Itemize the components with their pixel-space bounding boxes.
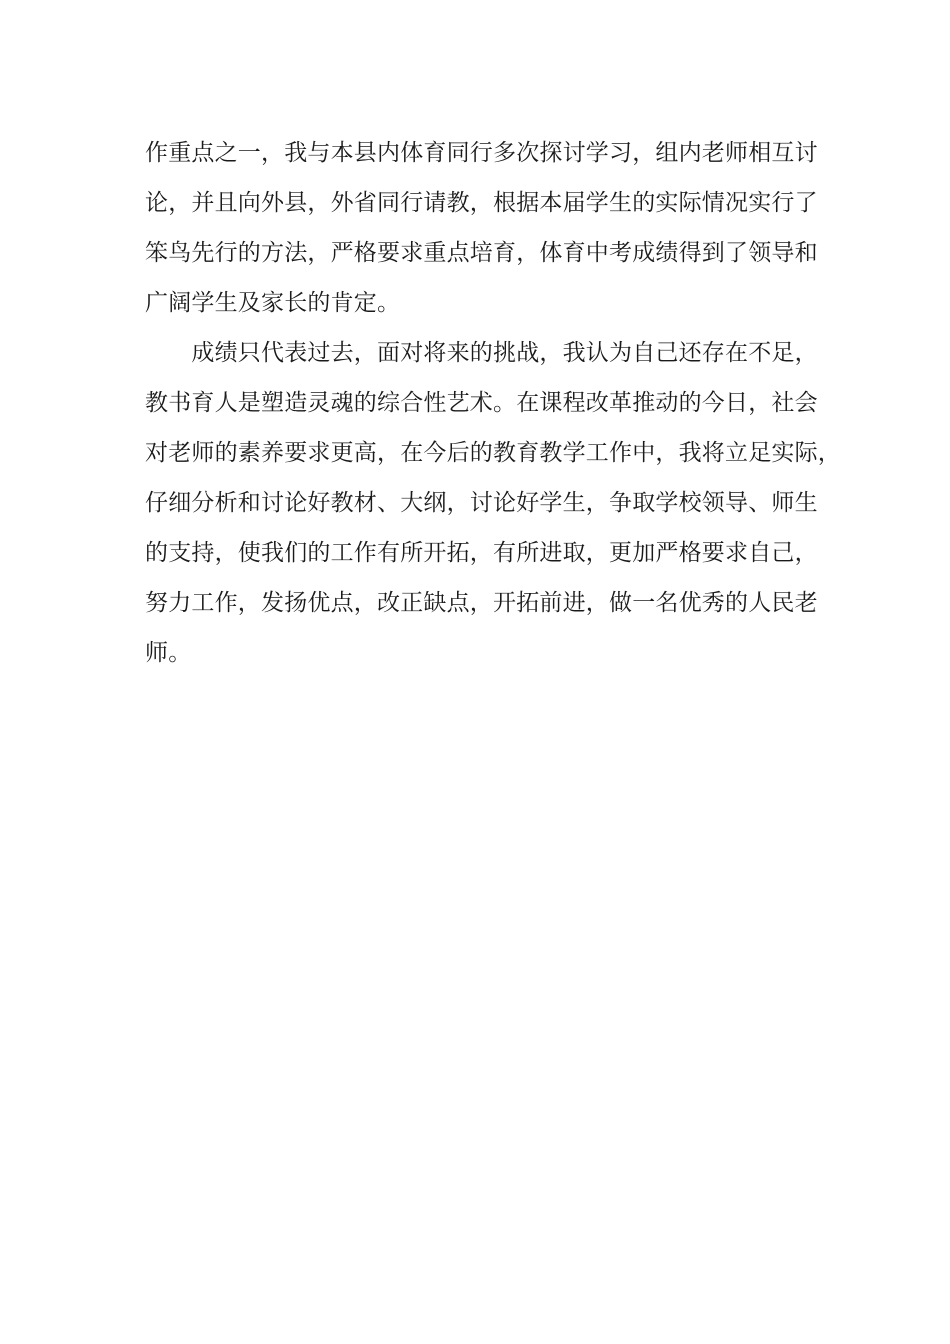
- document-body: [145, 128, 841, 678]
- text-line: 仔细分析和讨论好教材、大纲，讨论好学生，争取学校领导、师生: [145, 490, 818, 516]
- text-line: 努力工作，发扬优点，改正缺点，开拓前进，做一名优秀的人民老: [145, 590, 818, 616]
- text-line: 论，并且向外县，外省同行请教，根据本届学生的实际情况实行了: [145, 190, 818, 216]
- text-line: 师。: [145, 640, 192, 666]
- text-line: 对老师的素养要求更高，在今后的教育教学工作中，我将立足实际，: [145, 440, 841, 466]
- text-line: 作重点之一，我与本县内体育同行多次探讨学习，组内老师相互讨: [145, 140, 818, 166]
- paragraph-2: [145, 328, 841, 678]
- text-line: 的支持，使我们的工作有所开拓，有所进取，更加严格要求自己，: [145, 540, 818, 566]
- paragraph-1: [145, 128, 825, 328]
- text-line: 成绩只代表过去，面对将来的挑战，我认为自己还存在不足，: [145, 340, 818, 366]
- text-line: 广阔学生及家长的肯定。: [145, 290, 401, 316]
- text-line: 笨鸟先行的方法，严格要求重点培育，体育中考成绩得到了领导和: [145, 240, 818, 266]
- text-line: 教书育人是塑造灵魂的综合性艺术。在课程改革推动的今日，社会: [145, 390, 818, 416]
